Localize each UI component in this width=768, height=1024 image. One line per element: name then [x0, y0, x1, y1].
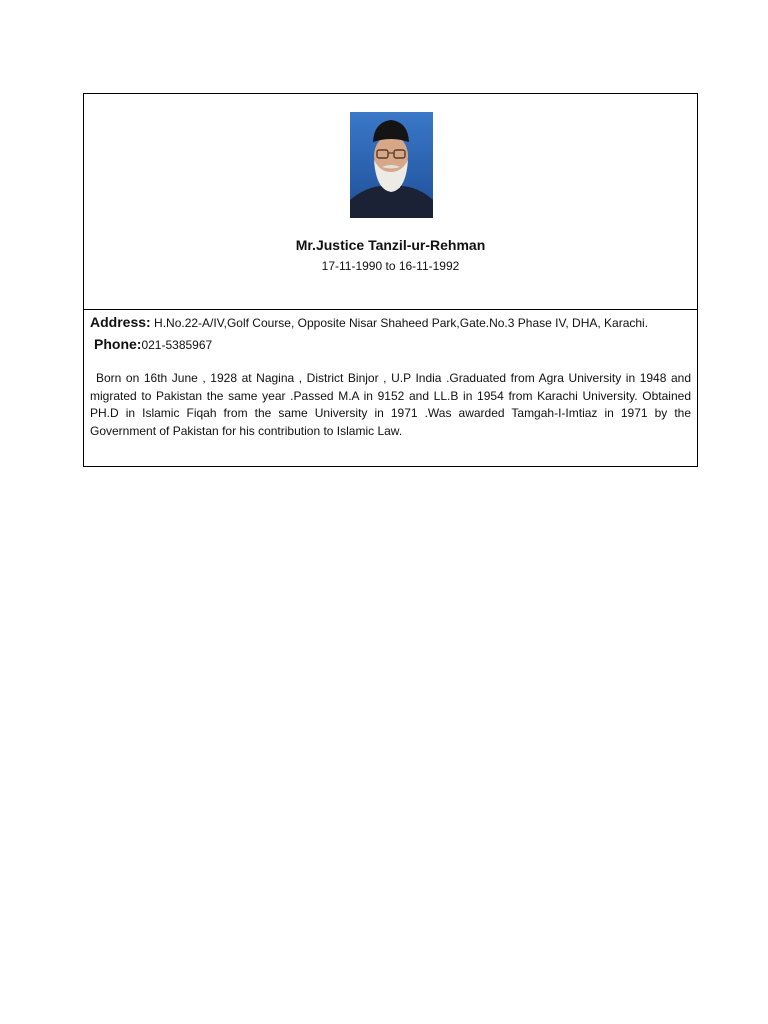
profile-card: [83, 93, 698, 467]
phone-value: 021-5385967: [141, 338, 213, 352]
profile-details: [84, 310, 697, 466]
address-label: Address:: [90, 314, 151, 330]
phone-row: [94, 336, 212, 352]
tenure-dates: 17-11-1990 to 16-11-1992: [321, 259, 460, 273]
profile-header: [84, 94, 697, 310]
biography-text: Born on 16th June , 1928 at Nagina , District Binjor , U.P India .Graduated from Agra University in 1948 and migrated to Pakistan the same year .Passed M.A in 9152 and LL.B in 1954 from Karachi University. Obtained PH.D in Islamic Fiqah from the same University in 1971 .Was awarded Tamgah-I-Imtiaz in 1971 by the Government of Pakistan for his contribution to Islamic Law.: [90, 371, 691, 438]
portrait-photo: [350, 112, 433, 218]
address-value: H.No.22-A/IV,Golf Course, Opposite Nisar Shaheed Park,Gate.No.3 Phase IV, DHA, Karachi.: [154, 316, 649, 330]
phone-label: Phone:: [94, 336, 142, 352]
justice-name: Mr.Justice Tanzil-ur-Rehman: [295, 237, 486, 253]
address-row: [90, 314, 648, 330]
